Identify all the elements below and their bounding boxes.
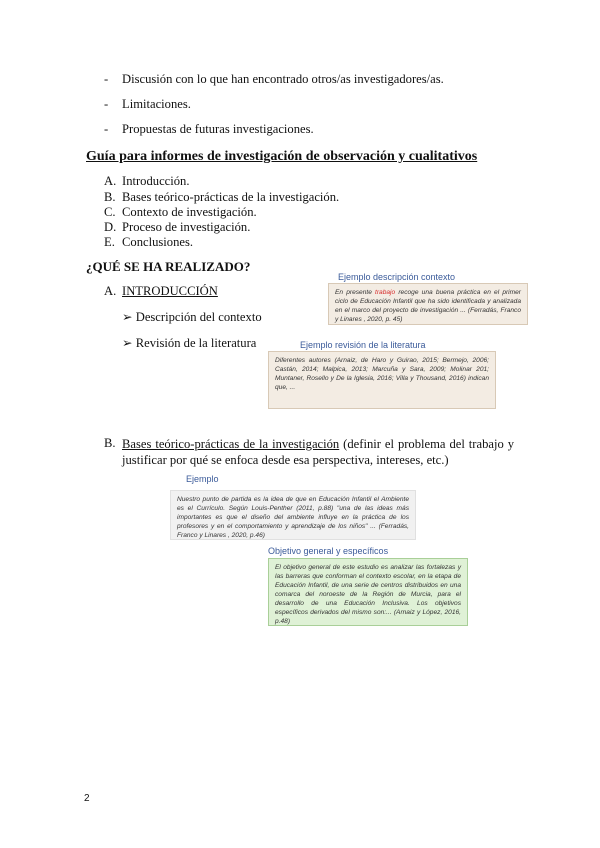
list-item: D. Proceso de investigación. bbox=[104, 220, 251, 234]
list-item: C. Contexto de investigación. bbox=[104, 205, 257, 219]
guide-heading: Guía para informes de investigación de observación y cualitativos bbox=[86, 149, 478, 164]
list-item: E. Conclusiones. bbox=[104, 235, 194, 249]
list-item: - Limitaciones. bbox=[104, 97, 191, 111]
objective-title: Objetivo general y específicos bbox=[268, 546, 389, 556]
section-heading: ¿QUÉ SE HA REALIZADO? bbox=[86, 259, 251, 274]
dash-item-text: Limitaciones. bbox=[122, 97, 191, 111]
example-b-title: Ejemplo bbox=[186, 474, 219, 484]
section-b-paragraph: Bases teórico-prácticas de la investigación (definir el problema del trabajo y justificar por qué se enfoca desde esa perspectiva, intereses, etc.) bbox=[122, 437, 515, 467]
list-item: A. Introducción. bbox=[104, 174, 190, 188]
section-b-letter: B. bbox=[104, 436, 116, 450]
example-context-title: Ejemplo descripción contexto bbox=[338, 272, 456, 282]
highlight-word: trabajo bbox=[375, 289, 396, 296]
sub-item-context: ➢ Descripción del contexto bbox=[122, 310, 262, 324]
arrow-icon: ➢ bbox=[122, 336, 133, 350]
dash-item-text: Propuestas de futuras investigaciones. bbox=[122, 122, 314, 136]
example-context-box: En presente trabajo recoge una buena práctica en el primer ciclo de Educación Infantil que ha sido identificada y analizada en el marco del proyecto de investigación ... (Ferradás, Franco y Linares , 2020, p. 45) bbox=[328, 283, 528, 325]
example-literature-box: Diferentes autores (Arnaiz, de Haro y Guirao, 2015; Bermejo, 2006; Castán, 2014; Malpica, 2013; Marcuña y Sara, 2009; Molinar 201; Muntaner, Rosello y De la Iglesia, 2016; Villa y Thousand, 2016) indican que, ... bbox=[268, 351, 496, 409]
objective-box: El objetivo general de este estudio es analizar las fortalezas y las barreras que conforman el contexto escolar, en la etapa de Educación Infantil, de una serie de centros distribuidos en una comarca del noroeste de la Región de Murcia, para el desarrollo de una Educación Inclusiva. Los objetivos específicos derivados del mismo son:... (Arnaiz y López, 2016, p.48) bbox=[268, 558, 468, 626]
arrow-icon: ➢ bbox=[122, 310, 133, 324]
example-literature-title: Ejemplo revisión de la literatura bbox=[300, 340, 426, 350]
page-number: 2 bbox=[84, 793, 90, 804]
sub-item-literature: ➢ Revisión de la literatura bbox=[122, 336, 257, 350]
list-item: B. Bases teórico-prácticas de la investigación. bbox=[104, 190, 340, 204]
example-b-box: Nuestro punto de partida es la idea de que en Educación Infantil el Ambiente es el Currículo. Según Louis-Penther (2011, p.88) "una de las ideas más importantes es que el diseño del ambiente influye en la práctica de los profesores y en el comportamiento y aprendizaje de los niños" ... (Ferradás, Franco y Linares , 2020, p.46) bbox=[170, 490, 416, 540]
section-a-heading: A. INTRODUCCIÓN bbox=[104, 284, 218, 298]
list-item: - Discusión con lo que han encontrado otros/as investigadores/as. bbox=[104, 72, 444, 86]
list-item: - Propuestas de futuras investigaciones. bbox=[104, 122, 314, 136]
dash-item-text: Discusión con lo que han encontrado otros/as investigadores/as. bbox=[122, 72, 444, 86]
